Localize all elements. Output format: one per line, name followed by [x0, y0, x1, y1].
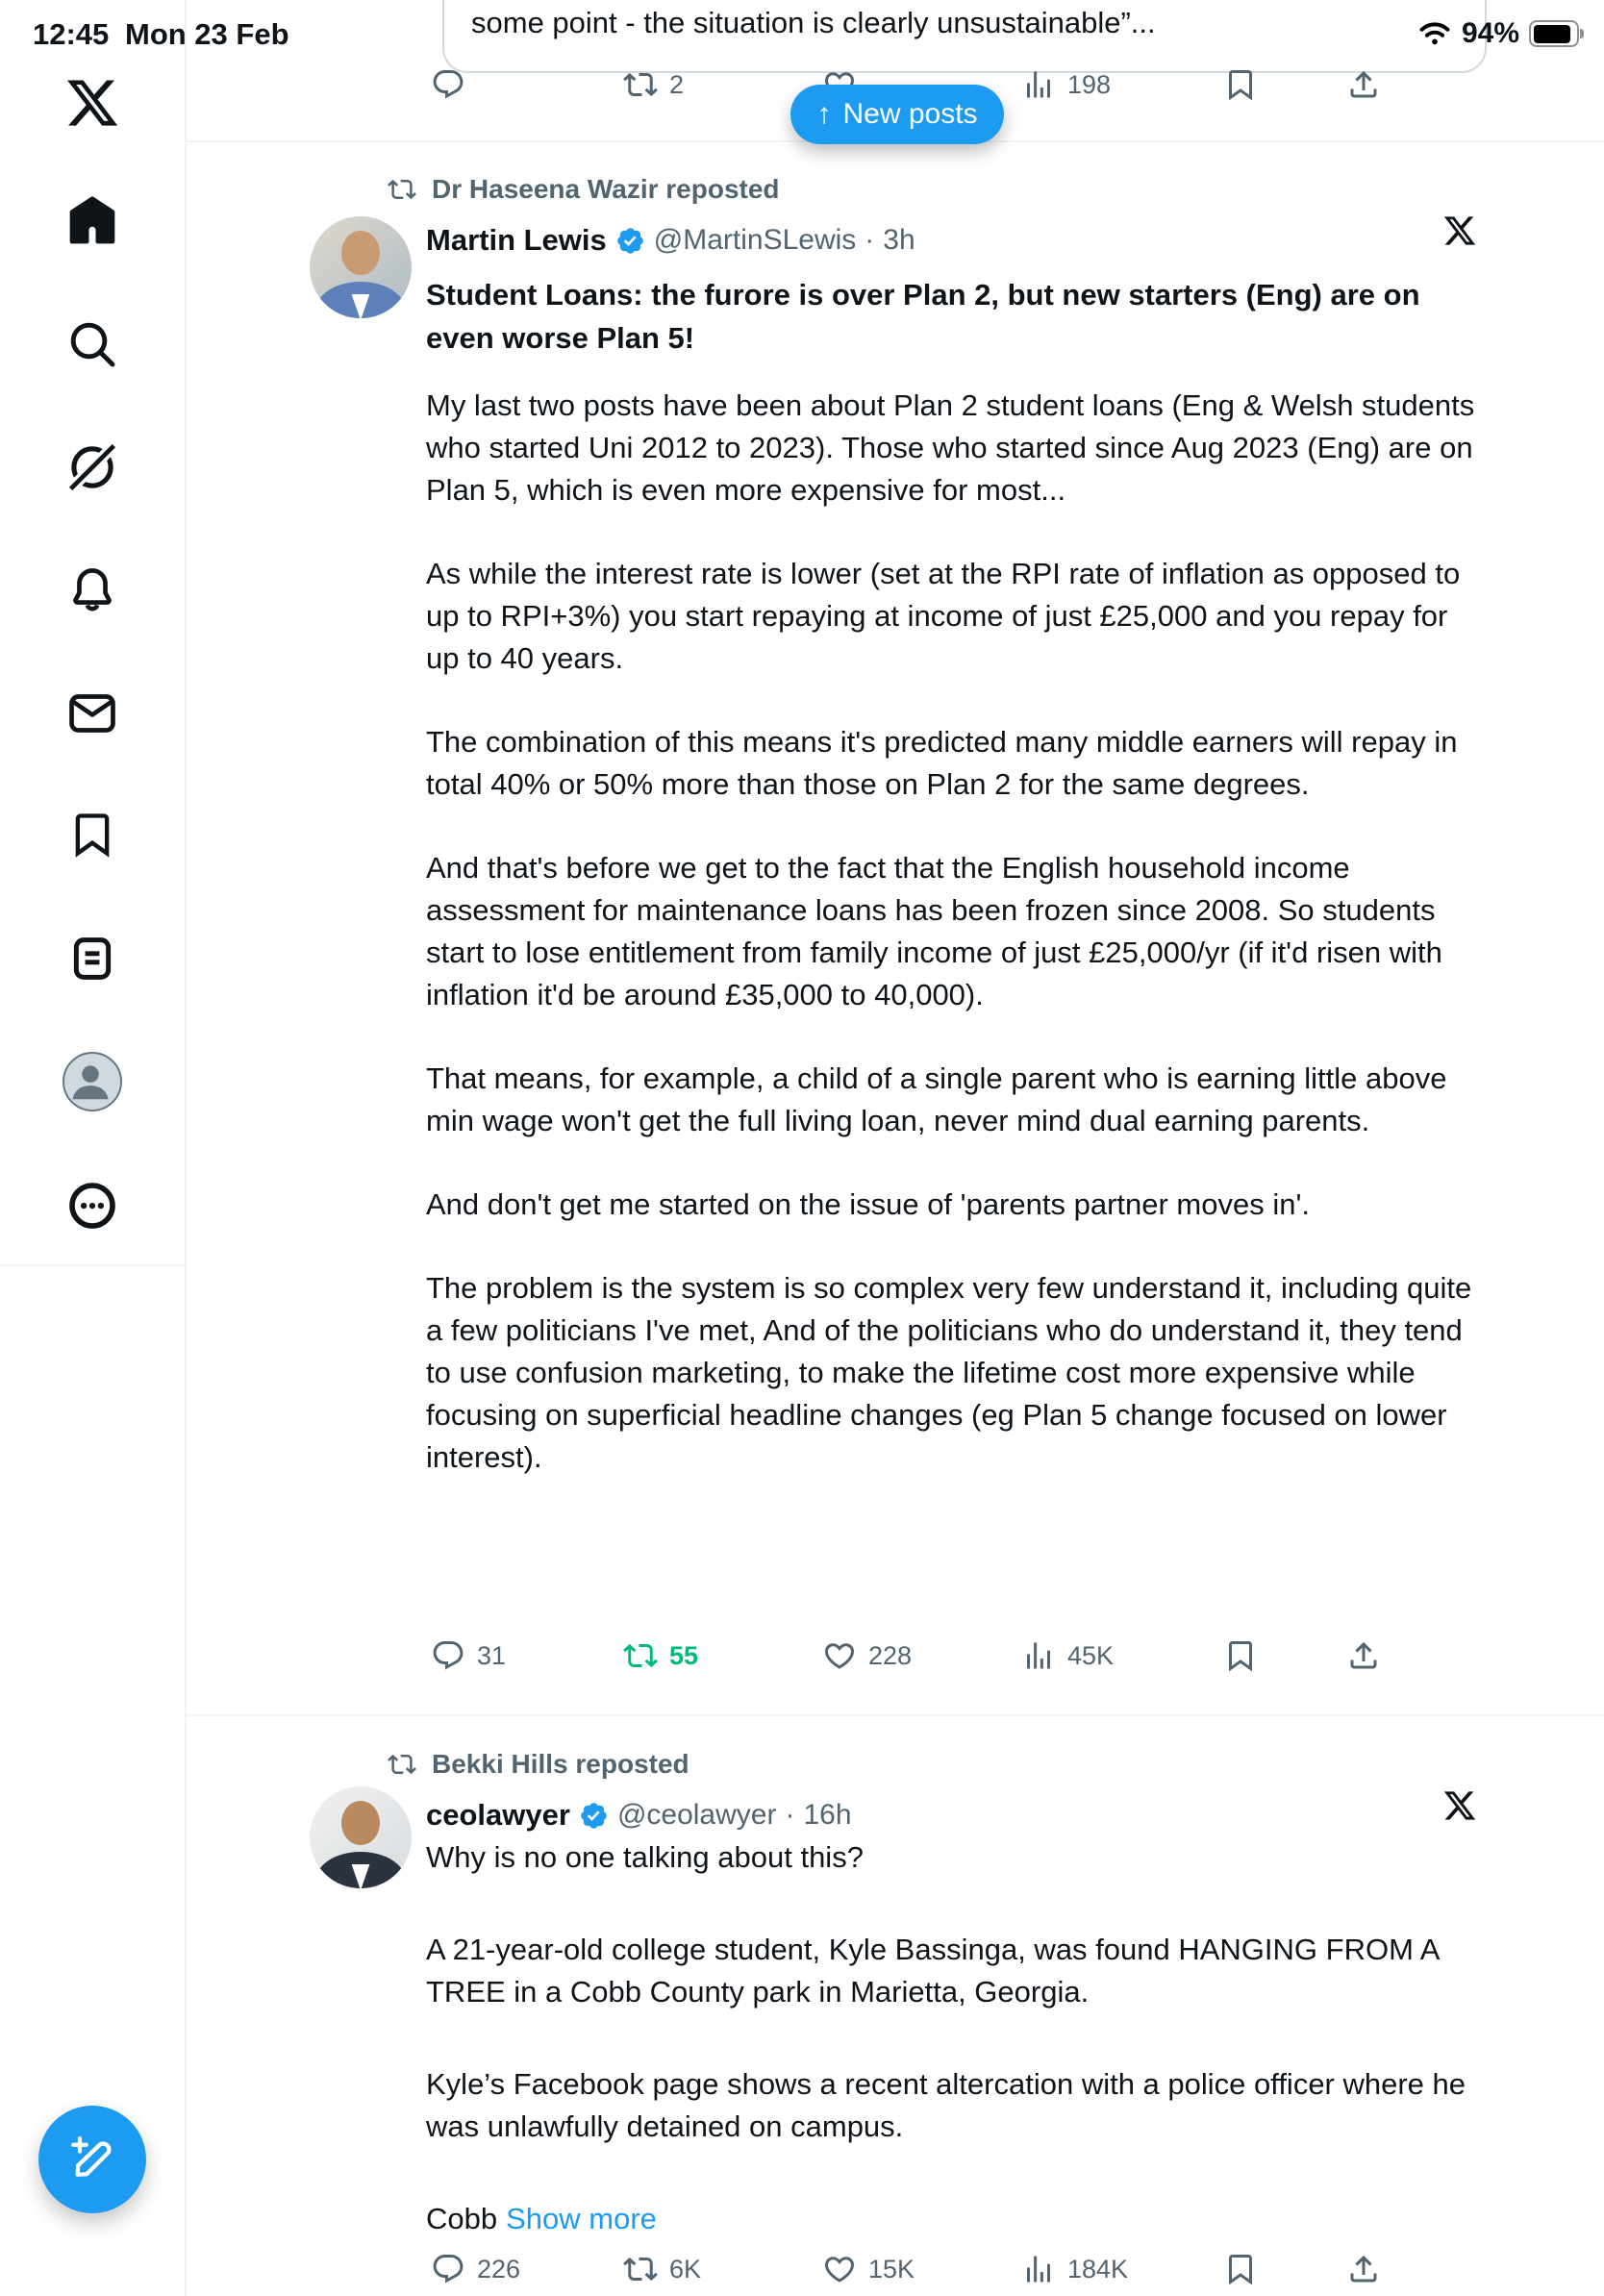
reply-button[interactable]	[431, 62, 465, 108]
bookmark-icon	[1223, 67, 1258, 102]
views-button[interactable]	[1021, 1633, 1114, 1679]
tweet-paragraph: A 21-year-old college student, Kyle Bassinga, was found HANGING FROM A TREE in a Cobb County park in Marietta, Georgia.	[426, 1933, 1439, 2009]
search-icon	[65, 317, 119, 371]
sidebar-divider	[0, 1264, 185, 1266]
sidebar-item-home[interactable]	[62, 190, 123, 252]
up-arrow-icon: ↑	[816, 98, 832, 130]
battery-fill	[1534, 25, 1570, 43]
bookmarks-icon	[67, 810, 117, 860]
sidebar-item-search[interactable]	[62, 313, 123, 375]
messages-envelope-icon	[65, 686, 119, 740]
sidebar-item-bookmarks[interactable]	[62, 804, 123, 865]
truncated-text: Cobb	[426, 2202, 498, 2235]
views-count: 184K	[1067, 2254, 1129, 2284]
views-button[interactable]	[1021, 2246, 1128, 2292]
reply-icon	[431, 67, 465, 102]
repost-count: 2	[669, 69, 685, 99]
repost-icon	[388, 1750, 416, 1779]
avatar[interactable]	[310, 216, 412, 318]
tweet-paragraph: And that's before we get to the fact that the English household income assessment for maintenance loans has been frozen since 2008. So students start to lose entitlement from family income of just £25,000/yr (if it'd risen with inflation it'd be around £35,000 to 40,000).	[426, 851, 1442, 1011]
display-name[interactable]: ceolawyer	[426, 1798, 570, 1832]
status-time: 12:45	[33, 17, 110, 51]
tweet-header	[426, 1794, 1484, 1836]
views-icon	[1021, 2252, 1056, 2286]
profile-avatar-icon	[63, 1052, 122, 1111]
user-handle[interactable]: @MartinSLewis	[653, 224, 857, 256]
repost-count: 6K	[669, 2254, 702, 2284]
like-icon	[822, 2252, 857, 2286]
avatar[interactable]	[310, 1786, 412, 1888]
sidebar-item-x-home-logo[interactable]	[62, 72, 123, 134]
battery-percent: 94%	[1461, 17, 1519, 49]
x-logo-icon	[64, 75, 120, 131]
reply-button[interactable]	[431, 2246, 520, 2292]
reposted-by-label: Bekki Hills reposted	[432, 1749, 689, 1779]
tweet-headline: Student Loans: the furore is over Plan 2, but new starters (Eng) are on even worse Plan 5!	[426, 278, 1420, 355]
tweet-actions	[0, 1633, 1604, 1679]
more-circle-icon	[65, 1179, 119, 1233]
reply-count: 226	[477, 2254, 521, 2284]
repost-icon	[623, 1638, 658, 1673]
tweet-actions	[0, 2246, 1604, 2292]
battery-nub	[1580, 29, 1584, 38]
compose-button[interactable]	[38, 2106, 146, 2213]
reply-icon	[431, 2252, 465, 2286]
verified-badge-icon	[615, 226, 645, 256]
like-count: 228	[868, 1640, 913, 1670]
like-button[interactable]	[822, 1633, 912, 1679]
share-icon	[1346, 1638, 1381, 1673]
share-icon	[1346, 67, 1381, 102]
repost-attribution[interactable]	[388, 1748, 689, 1781]
repost-icon	[623, 67, 658, 102]
battery-icon	[1529, 20, 1579, 47]
timestamp[interactable]: 16h	[803, 1799, 852, 1831]
quoted-tweet-text: some point - the situation is clearly unsustainable”...	[471, 6, 1156, 39]
display-name[interactable]: Martin Lewis	[426, 223, 607, 257]
lists-icon	[66, 933, 118, 985]
repost-button[interactable]	[623, 1633, 698, 1679]
like-count: 15K	[868, 2254, 915, 2284]
bookmark-button[interactable]	[1223, 62, 1258, 108]
tweet-paragraph: That means, for example, a child of a single parent who is earning little above min wage won't get the full living loan, never mind dual earning parents.	[426, 1061, 1447, 1137]
avatar-face	[341, 231, 380, 276]
left-navigation-sidebar	[0, 0, 187, 2296]
tweet-paragraph: The combination of this means it's predicted many middle earners will repay in total 40% or 50% more than those on Plan 2 for the same degrees.	[426, 725, 1458, 801]
avatar-face	[341, 1801, 380, 1846]
views-icon	[1021, 67, 1056, 102]
share-button[interactable]	[1346, 62, 1381, 108]
tweet-body	[426, 385, 1484, 1479]
tweet-paragraph: My last two posts have been about Plan 2 student loans (Eng & Welsh students who started Uni 2012 to 2023). Those who started since Aug 2023 (Eng) are on Plan 5, which is even more expensive for most...	[426, 388, 1475, 507]
reply-count: 31	[477, 1640, 507, 1670]
new-posts-pill[interactable]	[790, 85, 1004, 144]
views-count: 198	[1067, 69, 1112, 99]
reply-icon	[431, 1638, 465, 1673]
views-count: 45K	[1067, 1640, 1115, 1670]
tweet-header	[426, 219, 1484, 262]
tweet-truncated-line	[426, 2198, 1484, 2240]
tweet-body	[426, 1836, 1484, 2148]
sidebar-item-grok[interactable]	[62, 437, 123, 498]
tweet-paragraph: As while the interest rate is lower (set at the RPI rate of inflation as opposed to up to RPI+3%) you start repaying at income of just £25,000 and you repay for up to 40 years.	[426, 557, 1461, 675]
tweet-paragraph: And don't get me started on the issue of 'parents partner moves in'.	[426, 1187, 1310, 1221]
tweet-paragraph: The problem is the system is so complex very few understand it, including quite a few politicians I've met, And of the politicians who do understand it, they tend to use confusion marketing, to make the lifetime cost more expensive while focusing on superficial headline changes (eg Plan 5 change focused on lower interest).	[426, 1271, 1472, 1474]
repost-icon	[623, 2252, 658, 2286]
notifications-bell-icon	[65, 563, 119, 617]
tweet-paragraph: Why is no one talking about this?	[426, 1840, 864, 1874]
tweet-divider	[185, 1714, 1604, 1716]
grok-icon	[65, 440, 119, 494]
repost-count: 55	[669, 1640, 699, 1670]
share-icon	[1346, 2252, 1381, 2286]
like-icon	[822, 1638, 857, 1673]
status-date: Mon 23 Feb	[125, 17, 289, 51]
new-posts-label: New posts	[842, 98, 978, 130]
like-button[interactable]	[822, 2246, 915, 2292]
separator-dot: ·	[785, 1799, 795, 1831]
show-more-link[interactable]: Show more	[506, 2202, 657, 2235]
share-button[interactable]	[1346, 1633, 1381, 1679]
sidebar-item-more[interactable]	[62, 1175, 123, 1236]
timestamp[interactable]: 3h	[883, 224, 915, 256]
compose-icon	[66, 2134, 118, 2185]
repost-attribution[interactable]	[388, 173, 780, 206]
bookmark-icon	[1223, 1638, 1258, 1673]
default-avatar-person-icon	[64, 1054, 116, 1106]
tweet-paragraph: Kyle’s Facebook page shows a recent altercation with a police officer where he was unlawfully detained on campus.	[426, 2067, 1466, 2143]
verified-badge-icon	[579, 1801, 609, 1831]
share-button[interactable]	[1346, 2246, 1381, 2292]
sidebar-item-lists[interactable]	[62, 928, 123, 989]
tweet[interactable]	[426, 1794, 1484, 2240]
bookmark-button[interactable]	[1223, 1633, 1258, 1679]
sidebar-item-notifications[interactable]	[62, 560, 123, 621]
bookmark-button[interactable]	[1223, 2246, 1258, 2292]
home-icon	[65, 194, 119, 248]
tweet[interactable]	[426, 219, 1484, 1520]
repost-button[interactable]	[623, 2246, 701, 2292]
repost-icon	[388, 175, 416, 204]
reposted-by-label: Dr Haseena Wazir reposted	[432, 174, 780, 204]
bookmark-icon	[1223, 2252, 1258, 2286]
separator-dot: ·	[865, 224, 875, 256]
views-button[interactable]	[1021, 62, 1111, 108]
reply-button[interactable]	[431, 1633, 506, 1679]
sidebar-item-profile[interactable]	[62, 1051, 123, 1112]
sidebar-item-messages[interactable]	[62, 683, 123, 744]
views-icon	[1021, 1638, 1056, 1673]
user-handle[interactable]: @ceolawyer	[616, 1799, 777, 1831]
repost-button[interactable]	[623, 62, 684, 108]
